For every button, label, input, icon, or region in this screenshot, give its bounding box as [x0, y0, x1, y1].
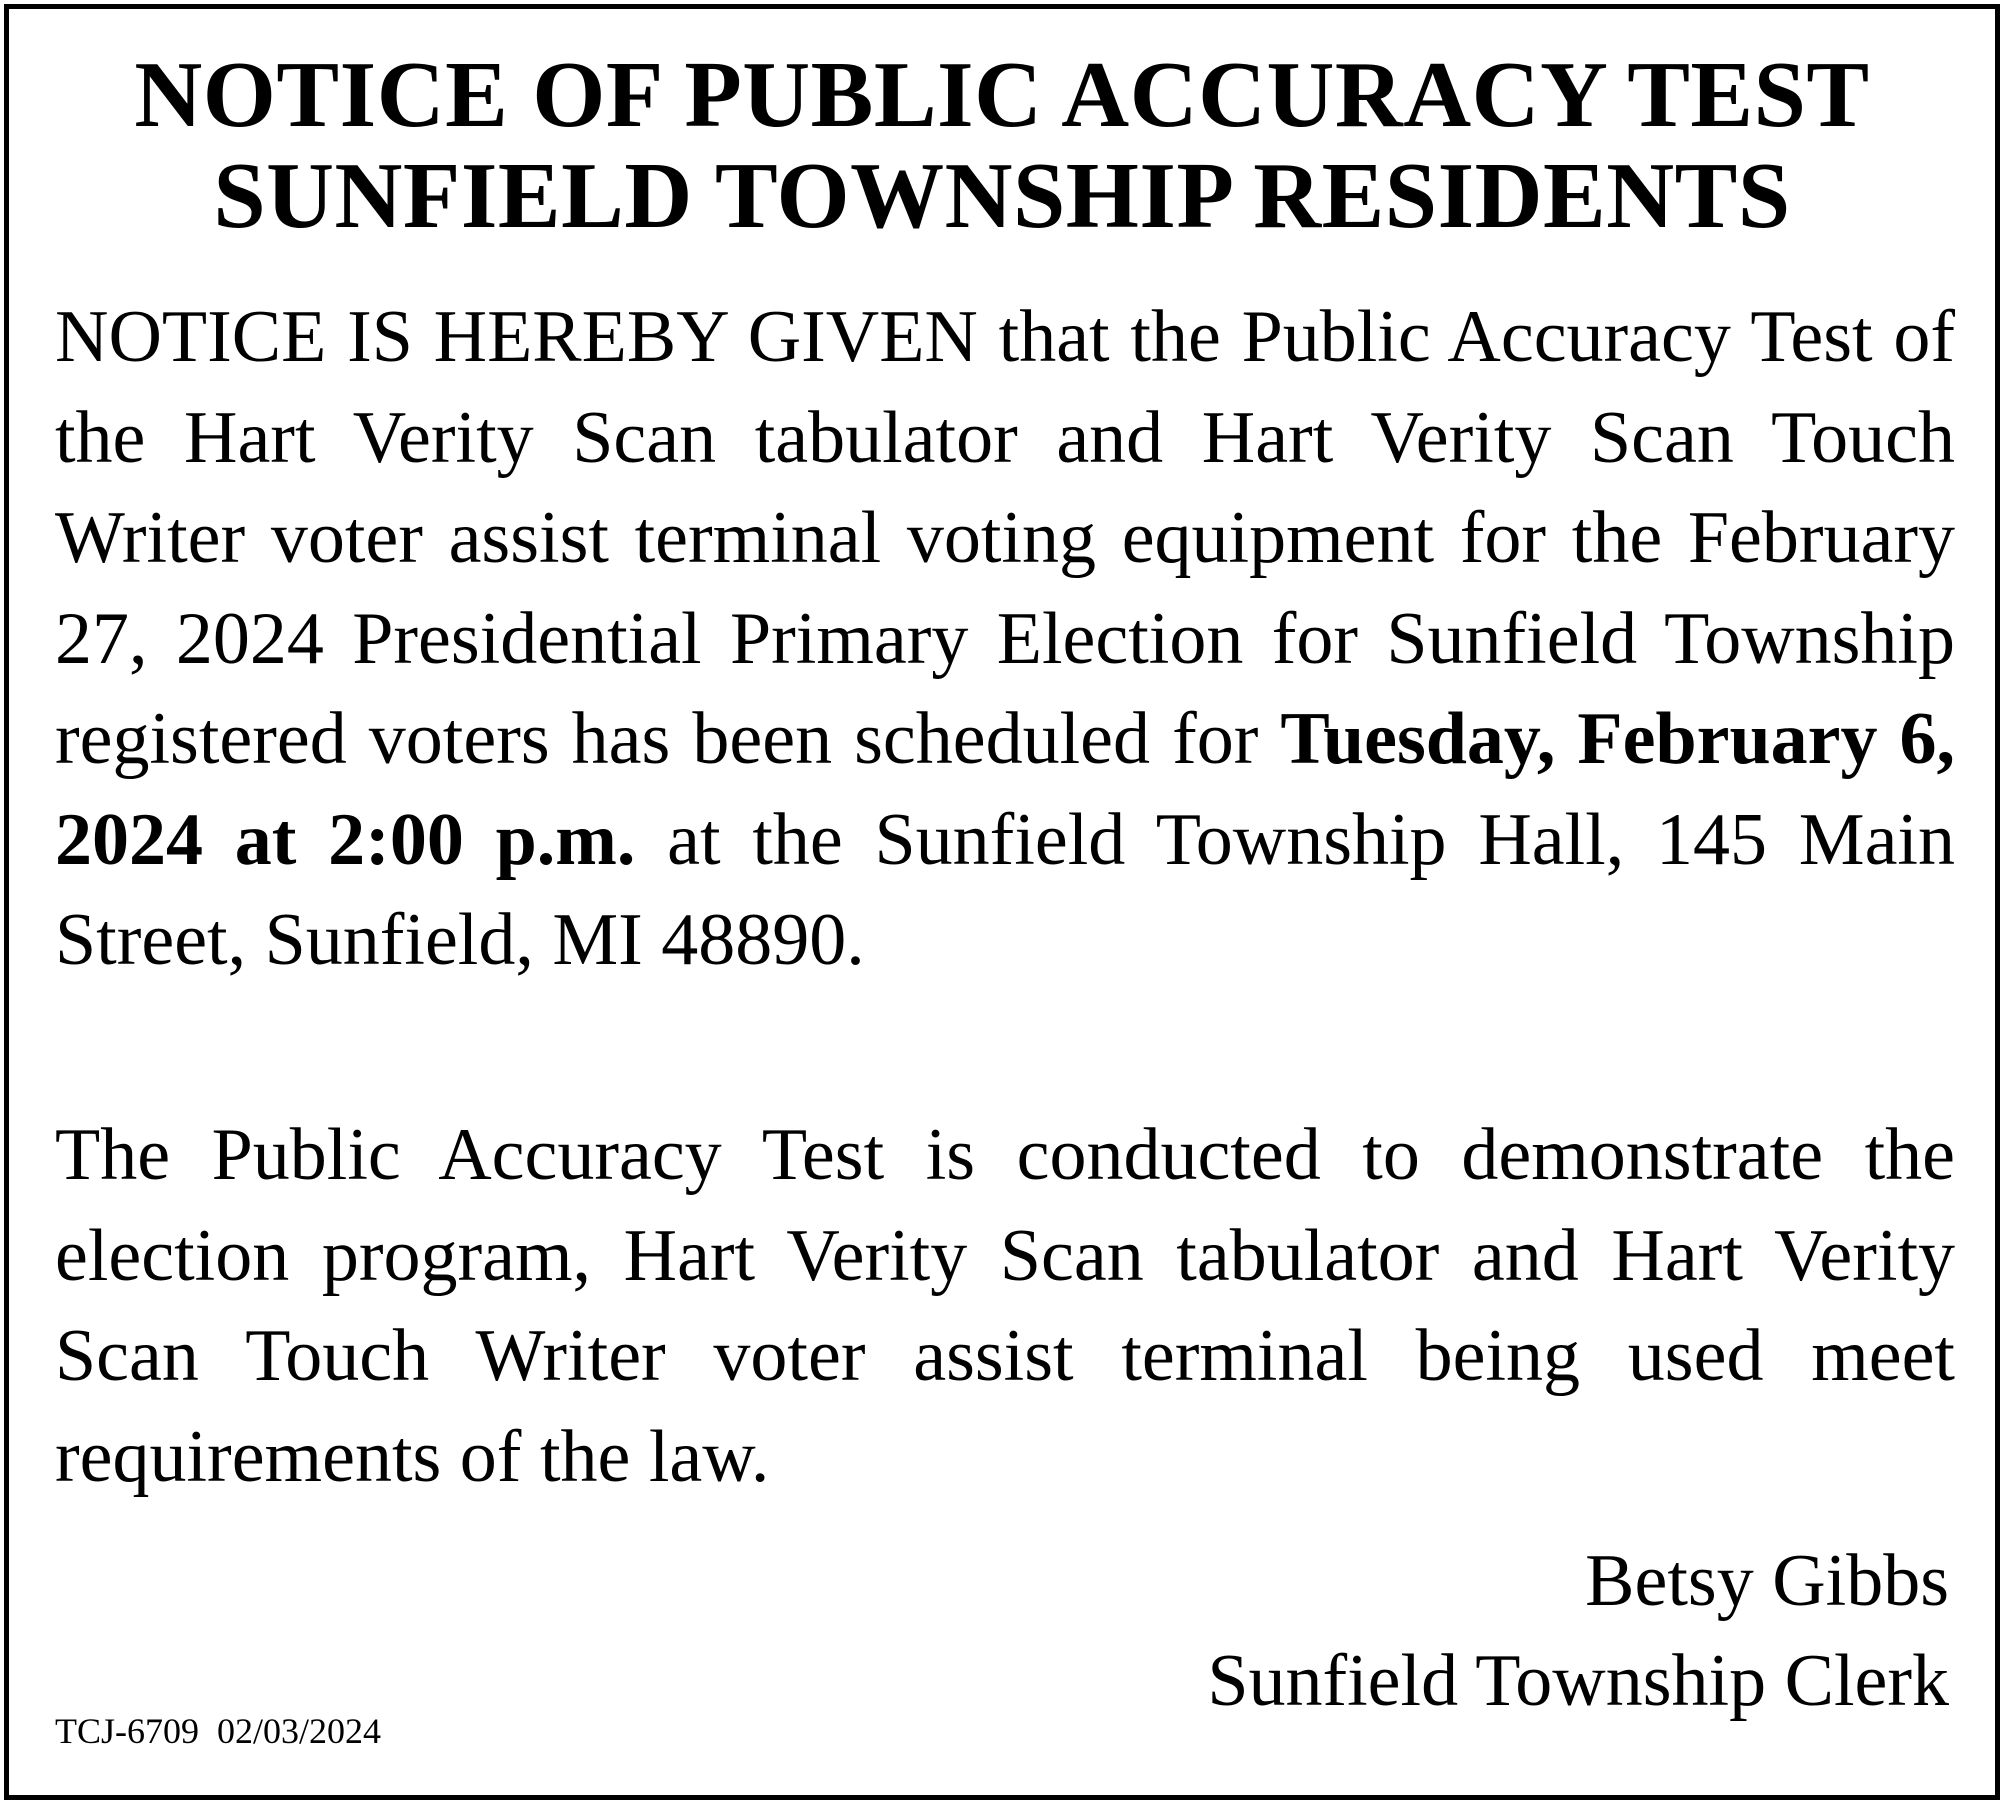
notice-paragraph-2: The Public Accuracy Test is conducted to demonstrate the election program, Hart Verity Scan tabulator and Hart Verity Scan Touch Writer voter assist terminal being used meet requirements of the law. — [55, 1114, 1955, 1498]
paragraph-1-text-before: NOTICE IS HEREBY GIVEN that the Public Accuracy Test of the Hart Verity Scan tabulator and Hart Verity Scan Touch Writer voter assist terminal voting equipment for the February 27, 2024 Presidential Primary Election for Sunfield Township registered voters has been scheduled for — [55, 296, 1955, 780]
notice-paragraph-1 — [55, 287, 1955, 991]
signature-block — [1207, 1531, 1949, 1731]
signer-title: Sunfield Township Clerk — [1207, 1640, 1949, 1722]
publication-reference: TCJ-6709 02/03/2024 — [55, 1711, 382, 1751]
notice-title — [9, 45, 1995, 247]
title-line-2: SUNFIELD TOWNSHIP RESIDENTS — [213, 144, 1791, 248]
public-notice — [4, 4, 2000, 1800]
paragraph-1-text-after: at the Sunfield Township Hall, 145 Main Street, Sunfield, MI 48890. — [55, 798, 1955, 981]
signer-name: Betsy Gibbs — [1585, 1540, 1949, 1622]
title-line-1: NOTICE OF PUBLIC ACCURACY TEST — [134, 43, 1870, 147]
test-date-time: Tuesday, February 6, 2024 at 2:00 p.m. — [55, 698, 1955, 881]
